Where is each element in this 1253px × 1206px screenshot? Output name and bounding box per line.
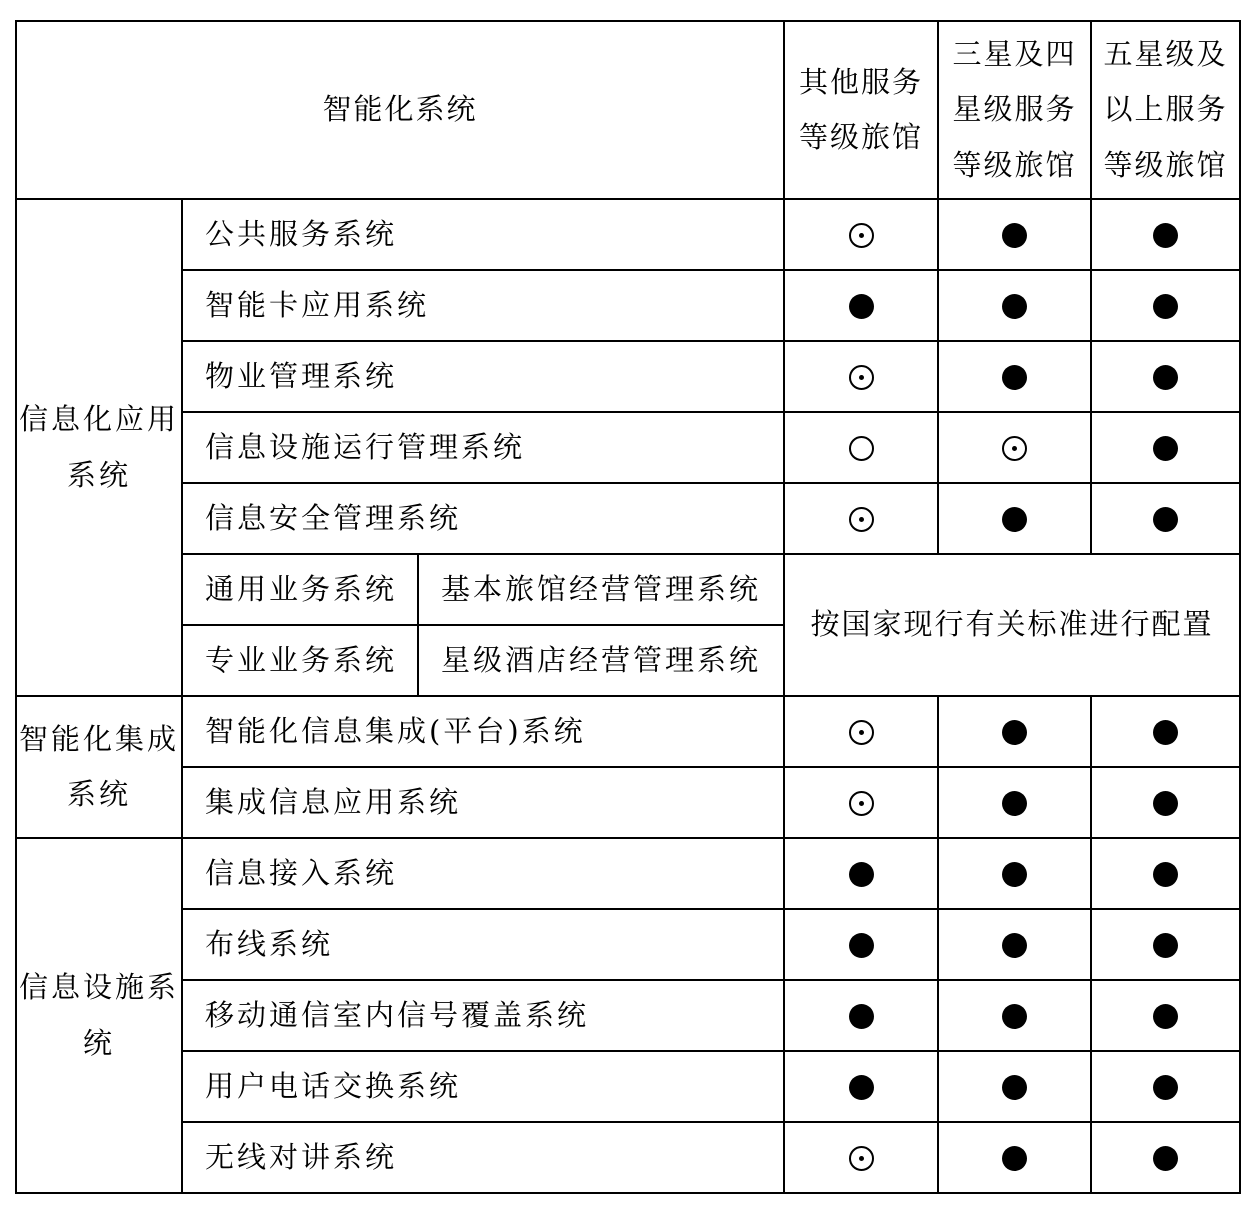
- configuration-note: 按国家现行有关标准进行配置: [784, 554, 1240, 696]
- system-label: 信息接入系统: [182, 838, 784, 909]
- level-cell: [1091, 341, 1240, 412]
- table-row: [16, 838, 1240, 909]
- filled-circle-icon: [1002, 365, 1027, 390]
- level-cell: [784, 483, 938, 554]
- filled-circle-icon: [1153, 436, 1178, 461]
- level-cell: [938, 341, 1091, 412]
- business-system-label: 专业业务系统: [182, 625, 418, 696]
- level-cell: [1091, 1051, 1240, 1122]
- business-subsystem-label: 星级酒店经营管理系统: [418, 625, 784, 696]
- filled-circle-icon: [1153, 365, 1178, 390]
- filled-circle-icon: [849, 1004, 874, 1029]
- level-cell: [938, 483, 1091, 554]
- business-subsystem-label: 基本旅馆经营管理系统: [418, 554, 784, 625]
- table-row: [16, 909, 1240, 980]
- level-cell: [784, 1122, 938, 1193]
- level-cell: [1091, 696, 1240, 767]
- table-row: [16, 412, 1240, 483]
- hotel-intelligent-systems-table: [15, 20, 1241, 1194]
- filled-circle-icon: [1153, 1146, 1178, 1171]
- level-cell: [1091, 980, 1240, 1051]
- level-cell: [938, 767, 1091, 838]
- level-cell: [1091, 1122, 1240, 1193]
- filled-circle-icon: [1002, 1004, 1027, 1029]
- filled-circle-icon: [1002, 720, 1027, 745]
- header-3-4-star-hotels: 三星及四星级服务等级旅馆: [938, 21, 1091, 199]
- system-label: 智能化信息集成(平台)系统: [182, 696, 784, 767]
- level-cell: [784, 980, 938, 1051]
- filled-circle-icon: [849, 294, 874, 319]
- system-label: 信息安全管理系统: [182, 483, 784, 554]
- system-label: 移动通信室内信号覆盖系统: [182, 980, 784, 1051]
- business-system-label: 通用业务系统: [182, 554, 418, 625]
- level-cell: [938, 199, 1091, 270]
- table-row: [16, 767, 1240, 838]
- dotted-circle-icon: [849, 223, 874, 248]
- group-name: 信息化应用系统: [16, 199, 182, 696]
- level-cell: [784, 341, 938, 412]
- filled-circle-icon: [1002, 862, 1027, 887]
- filled-circle-icon: [849, 862, 874, 887]
- filled-circle-icon: [1153, 1004, 1178, 1029]
- filled-circle-icon: [1002, 507, 1027, 532]
- table-row: [16, 696, 1240, 767]
- dotted-circle-icon: [849, 1146, 874, 1171]
- dotted-circle-icon: [849, 365, 874, 390]
- filled-circle-icon: [1002, 294, 1027, 319]
- group-name: 信息设施系统: [16, 838, 182, 1193]
- dotted-circle-icon: [1002, 436, 1027, 461]
- system-label: 布线系统: [182, 909, 784, 980]
- system-label: 集成信息应用系统: [182, 767, 784, 838]
- dotted-circle-icon: [849, 507, 874, 532]
- filled-circle-icon: [1153, 862, 1178, 887]
- filled-circle-icon: [1002, 1075, 1027, 1100]
- header-row: [16, 21, 1240, 199]
- level-cell: [784, 696, 938, 767]
- level-cell: [938, 838, 1091, 909]
- table-row: [16, 554, 1240, 625]
- level-cell: [1091, 909, 1240, 980]
- table-row: [16, 341, 1240, 412]
- level-cell: [784, 909, 938, 980]
- system-label: 用户电话交换系统: [182, 1051, 784, 1122]
- level-cell: [1091, 412, 1240, 483]
- open-circle-icon: [849, 436, 874, 461]
- filled-circle-icon: [1153, 933, 1178, 958]
- level-cell: [1091, 767, 1240, 838]
- system-label: 公共服务系统: [182, 199, 784, 270]
- dotted-circle-icon: [849, 791, 874, 816]
- group-name: 智能化集成系统: [16, 696, 182, 838]
- filled-circle-icon: [1153, 791, 1178, 816]
- level-cell: [938, 1122, 1091, 1193]
- system-label: 物业管理系统: [182, 341, 784, 412]
- system-label: 信息设施运行管理系统: [182, 412, 784, 483]
- level-cell: [784, 412, 938, 483]
- level-cell: [938, 909, 1091, 980]
- filled-circle-icon: [1153, 294, 1178, 319]
- level-cell: [1091, 838, 1240, 909]
- level-cell: [784, 838, 938, 909]
- filled-circle-icon: [1153, 720, 1178, 745]
- system-label: 无线对讲系统: [182, 1122, 784, 1193]
- dotted-circle-icon: [849, 720, 874, 745]
- table-row: [16, 1051, 1240, 1122]
- filled-circle-icon: [1002, 791, 1027, 816]
- level-cell: [1091, 199, 1240, 270]
- system-label: 智能卡应用系统: [182, 270, 784, 341]
- filled-circle-icon: [849, 1075, 874, 1100]
- table-row: [16, 980, 1240, 1051]
- table-row: [16, 270, 1240, 341]
- table-row: [16, 1122, 1240, 1193]
- table-row: [16, 483, 1240, 554]
- level-cell: [784, 767, 938, 838]
- filled-circle-icon: [1153, 223, 1178, 248]
- header-5-star-hotels: 五星级及以上服务等级旅馆: [1091, 21, 1240, 199]
- header-system: 智能化系统: [16, 21, 784, 199]
- level-cell: [938, 696, 1091, 767]
- level-cell: [938, 270, 1091, 341]
- level-cell: [784, 270, 938, 341]
- table-row: [16, 199, 1240, 270]
- level-cell: [1091, 270, 1240, 341]
- level-cell: [938, 980, 1091, 1051]
- header-other-hotels: 其他服务等级旅馆: [784, 21, 938, 199]
- filled-circle-icon: [1002, 933, 1027, 958]
- level-cell: [784, 1051, 938, 1122]
- level-cell: [938, 1051, 1091, 1122]
- level-cell: [938, 412, 1091, 483]
- level-cell: [1091, 483, 1240, 554]
- filled-circle-icon: [849, 933, 874, 958]
- filled-circle-icon: [1002, 1146, 1027, 1171]
- filled-circle-icon: [1153, 507, 1178, 532]
- level-cell: [784, 199, 938, 270]
- filled-circle-icon: [1153, 1075, 1178, 1100]
- filled-circle-icon: [1002, 223, 1027, 248]
